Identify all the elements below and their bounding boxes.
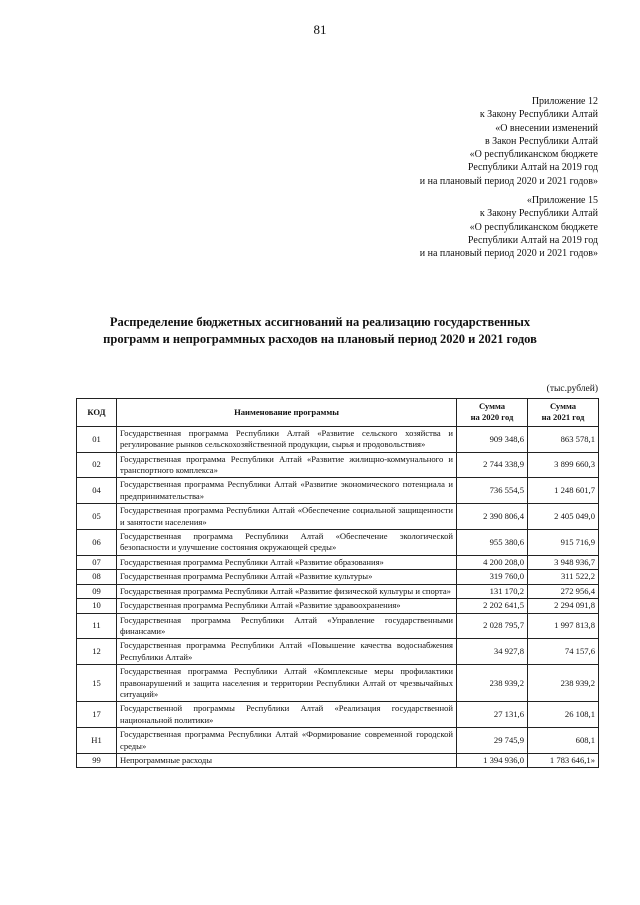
row-code: 17: [77, 702, 117, 728]
row-program-name: Государственная программа Республики Алтай «Формирование современной городской среды»: [117, 728, 457, 754]
row-sum-2020: 2 390 806,4: [457, 504, 528, 530]
table-row: [77, 613, 599, 639]
row-sum-2020: 4 200 208,0: [457, 555, 528, 569]
appendix-15-line: Республики Алтай на 2019 год: [467, 234, 598, 246]
appendix-12-line: Приложение 12: [531, 96, 598, 107]
row-sum-2021: 2 294 091,8: [528, 599, 599, 613]
row-code: 11: [77, 613, 117, 639]
header-sum-2020-line1: Сумма: [478, 401, 506, 411]
table-row: [77, 530, 599, 556]
row-sum-2021: 1 248 601,7: [528, 478, 599, 504]
appendix-12-line: и на плановый период 2020 и 2021 годов»: [419, 175, 598, 187]
appendix-15-line: «О республиканском бюджете: [469, 221, 598, 233]
table-row: [77, 639, 599, 665]
row-sum-2021: 311 522,2: [528, 570, 599, 584]
row-program-name: Государственная программа Республики Алтай «Развитие сельского хозяйства и регулирование рынков сельскохозяйственной продукции, сырья и продовольствия»: [117, 426, 457, 452]
table-body: [77, 426, 599, 768]
row-sum-2020: 238 939,2: [457, 665, 528, 702]
row-sum-2021: 26 108,1: [528, 702, 599, 728]
row-code: 06: [77, 530, 117, 556]
table-row: [77, 555, 599, 569]
row-sum-2020: 955 380,6: [457, 530, 528, 556]
row-program-name: Государственная программа Республики Алтай «Развитие культуры»: [117, 570, 457, 584]
row-program-name: Государственной программы Республики Алтай «Реализация государственной национальной политики»: [117, 702, 457, 728]
row-program-name: Государственная программа Республики Алтай «Развитие физической культуры и спорта»: [117, 584, 457, 598]
table-row: [77, 665, 599, 702]
appendix-12-line: в Закон Республики Алтай: [484, 135, 598, 147]
row-sum-2021: 1 783 646,1»: [528, 753, 599, 767]
row-sum-2020: 2 028 795,7: [457, 613, 528, 639]
row-program-name: Государственная программа Республики Алтай «Управление государственными финансами»: [117, 613, 457, 639]
row-program-name: Государственная программа Республики Алтай «Развитие здравоохранения»: [117, 599, 457, 613]
header-sum-2020: [457, 399, 528, 427]
appendix-12-line: Республики Алтай на 2019 год: [467, 162, 598, 174]
page-number: 81: [313, 22, 327, 37]
row-code: Н1: [77, 728, 117, 754]
table-row: [77, 452, 599, 478]
document-title: [40, 314, 600, 348]
row-sum-2020: 736 554,5: [457, 478, 528, 504]
header-sum-2020-line2: на 2020 год: [470, 412, 514, 423]
table-row: [77, 570, 599, 584]
row-sum-2021: 1 997 813,8: [528, 613, 599, 639]
row-sum-2021: 915 716,9: [528, 530, 599, 556]
table-header-row: [77, 399, 599, 427]
row-code: 12: [77, 639, 117, 665]
row-code: 04: [77, 478, 117, 504]
table-row: [77, 584, 599, 598]
row-code: 07: [77, 555, 117, 569]
table-row: [77, 504, 599, 530]
header-program-name: Наименование программы: [117, 399, 457, 427]
header-code: КОД: [77, 399, 117, 427]
row-sum-2020: 34 927,8: [457, 639, 528, 665]
row-program-name: Государственная программа Республики Алтай «Повышение качества водоснабжения Республики Алтай»: [117, 639, 457, 665]
row-program-name: Государственная программа Республики Алтай «Обеспечение экологической безопасности и улучшение состояния окружающей среды»: [117, 530, 457, 556]
row-program-name: Государственная программа Республики Алтай «Развитие жилищно-коммунального и транспортного комплекса»: [117, 452, 457, 478]
row-sum-2020: 909 348,6: [457, 426, 528, 452]
row-sum-2020: 1 394 936,0: [457, 753, 528, 767]
row-sum-2021: 2 405 049,0: [528, 504, 599, 530]
appendix-12-line: «О республиканском бюджете: [469, 149, 598, 161]
appendix-12-line: «О внесении изменений: [495, 122, 598, 134]
row-sum-2020: 29 745,9: [457, 728, 528, 754]
unit-note: (тыс.рублей): [546, 384, 598, 394]
row-program-name: Непрограммные расходы: [117, 753, 457, 767]
row-sum-2020: 2 744 338,9: [457, 452, 528, 478]
row-sum-2021: 3 899 660,3: [528, 452, 599, 478]
table-row: [77, 599, 599, 613]
row-sum-2020: 131 170,2: [457, 584, 528, 598]
row-sum-2021: 3 948 936,7: [528, 555, 599, 569]
row-sum-2021: 608,1: [528, 728, 599, 754]
row-code: 01: [77, 426, 117, 452]
row-sum-2020: 27 131,6: [457, 702, 528, 728]
header-sum-2021-line2: на 2021 год: [541, 412, 585, 423]
row-sum-2021: 863 578,1: [528, 426, 599, 452]
row-code: 08: [77, 570, 117, 584]
row-sum-2021: 74 157,6: [528, 639, 599, 665]
document-title-line: Распределение бюджетных ассигнований на реализацию государственных: [109, 315, 531, 329]
appendix-15-line: и на плановый период 2020 и 2021 годов»: [419, 248, 598, 260]
table-row: [77, 702, 599, 728]
appendix-12-line: к Закону Республики Алтай: [479, 109, 598, 121]
document-title-line: программ и непрограммных расходов на плановый период 2020 и 2021 годов: [103, 332, 537, 346]
row-program-name: Государственная программа Республики Алтай «Развитие образования»: [117, 555, 457, 569]
row-sum-2021: 272 956,4: [528, 584, 599, 598]
appendix-12-header: [420, 95, 598, 188]
row-code: 99: [77, 753, 117, 767]
appendix-15-line: «Приложение 15: [526, 195, 598, 206]
row-sum-2021: 238 939,2: [528, 665, 599, 702]
row-program-name: Государственная программа Республики Алтай «Развитие экономического потенциала и предпринимательства»: [117, 478, 457, 504]
row-sum-2020: 319 760,0: [457, 570, 528, 584]
header-sum-2021-line1: Сумма: [549, 401, 577, 411]
table-row: [77, 426, 599, 452]
row-program-name: Государственная программа Республики Алтай «Обеспечение социальной защищенности и занятости населения»: [117, 504, 457, 530]
row-code: 15: [77, 665, 117, 702]
table-row: [77, 478, 599, 504]
appendix-15-header: [420, 194, 598, 260]
row-code: 02: [77, 452, 117, 478]
row-sum-2020: 2 202 641,5: [457, 599, 528, 613]
table-row: [77, 728, 599, 754]
row-program-name: Государственная программа Республики Алтай «Комплексные меры профилактики правонарушений и защита населения и территории Республики Алтай от чрезвычайных ситуаций»: [117, 665, 457, 702]
budget-allocation-table: [76, 398, 599, 768]
header-sum-2021: [528, 399, 599, 427]
row-code: 10: [77, 599, 117, 613]
row-code: 05: [77, 504, 117, 530]
appendix-15-line: к Закону Республики Алтай: [479, 208, 598, 220]
table-row: [77, 753, 599, 767]
row-code: 09: [77, 584, 117, 598]
